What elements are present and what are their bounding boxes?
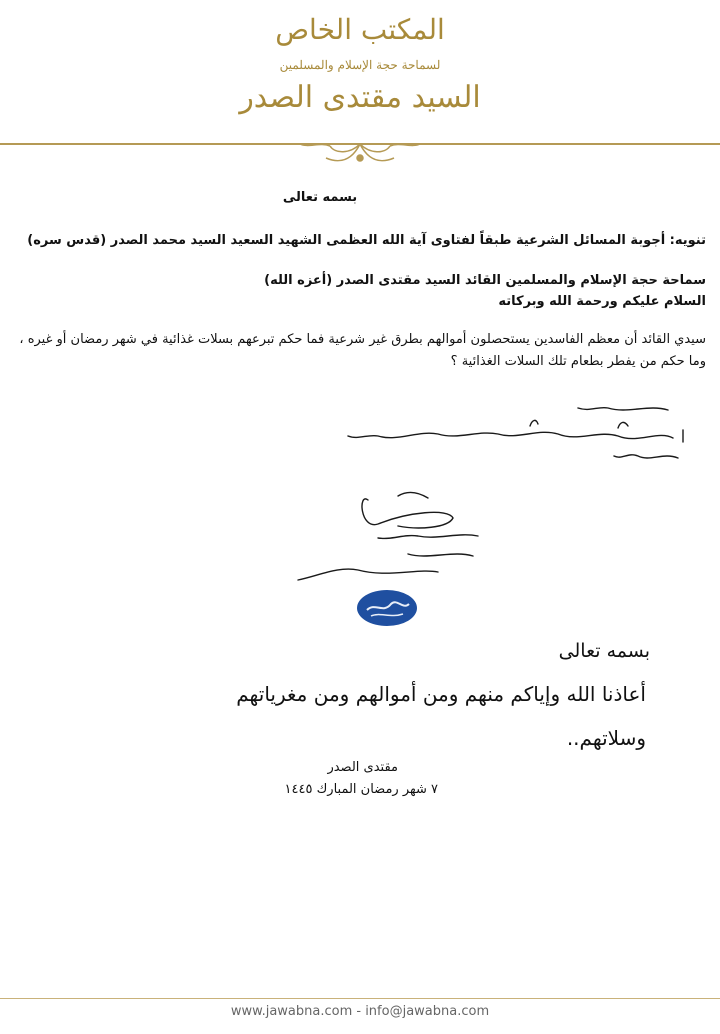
answer-date: ٧ شهر رمضان المبارك ١٤٤٥	[284, 782, 438, 797]
office-title: المكتب الخاص	[275, 13, 445, 46]
letter-notice-line: تنويه: أجوبة المسائل الشرعية طبقاً لفتاوى آية الله العظمى الشهيد السعيد السيد محمد الصدر (قدس سره)	[27, 233, 706, 248]
answer-signature: مقتدى الصدر	[327, 760, 398, 775]
answer-line-2: وسلاتهم..	[566, 726, 646, 750]
ornament-icon	[290, 140, 430, 170]
letter-salutation-line: سماحة حجة الإسلام والمسلمين القائد السيد مقتدى الصدر (أعزه الله)	[264, 273, 706, 288]
letter-basmala: بسمه تعالى	[282, 190, 358, 205]
footer-divider	[0, 998, 720, 999]
seal-stamp-icon	[355, 588, 419, 628]
handwritten-answer-image	[278, 400, 698, 660]
office-name: السيد مقتدى الصدر	[239, 80, 481, 115]
answer-basmala: بسمه تعالى	[558, 640, 650, 662]
letter-question: سيدي القائد أن معظم الفاسدين يستحصلون أموالهم بطرق غير شرعية فما حكم تبرعهم بسلات غذائية في شهر رمضان أو غيره ، وما حكم من يفطر بطعام تلك السلات الغذائية ؟	[19, 332, 706, 369]
letter-greeting-line: السلام عليكم ورحمة الله وبركاته	[498, 294, 706, 309]
answer-line-1: أعاذنا الله وإياكم منهم ومن أموالهم ومن مغرياتهم	[236, 682, 646, 706]
office-subtitle: لسماحة حجة الإسلام والمسلمين	[279, 58, 441, 72]
footer-contact: www.jawabna.com - info@jawabna.com	[230, 1004, 490, 1019]
